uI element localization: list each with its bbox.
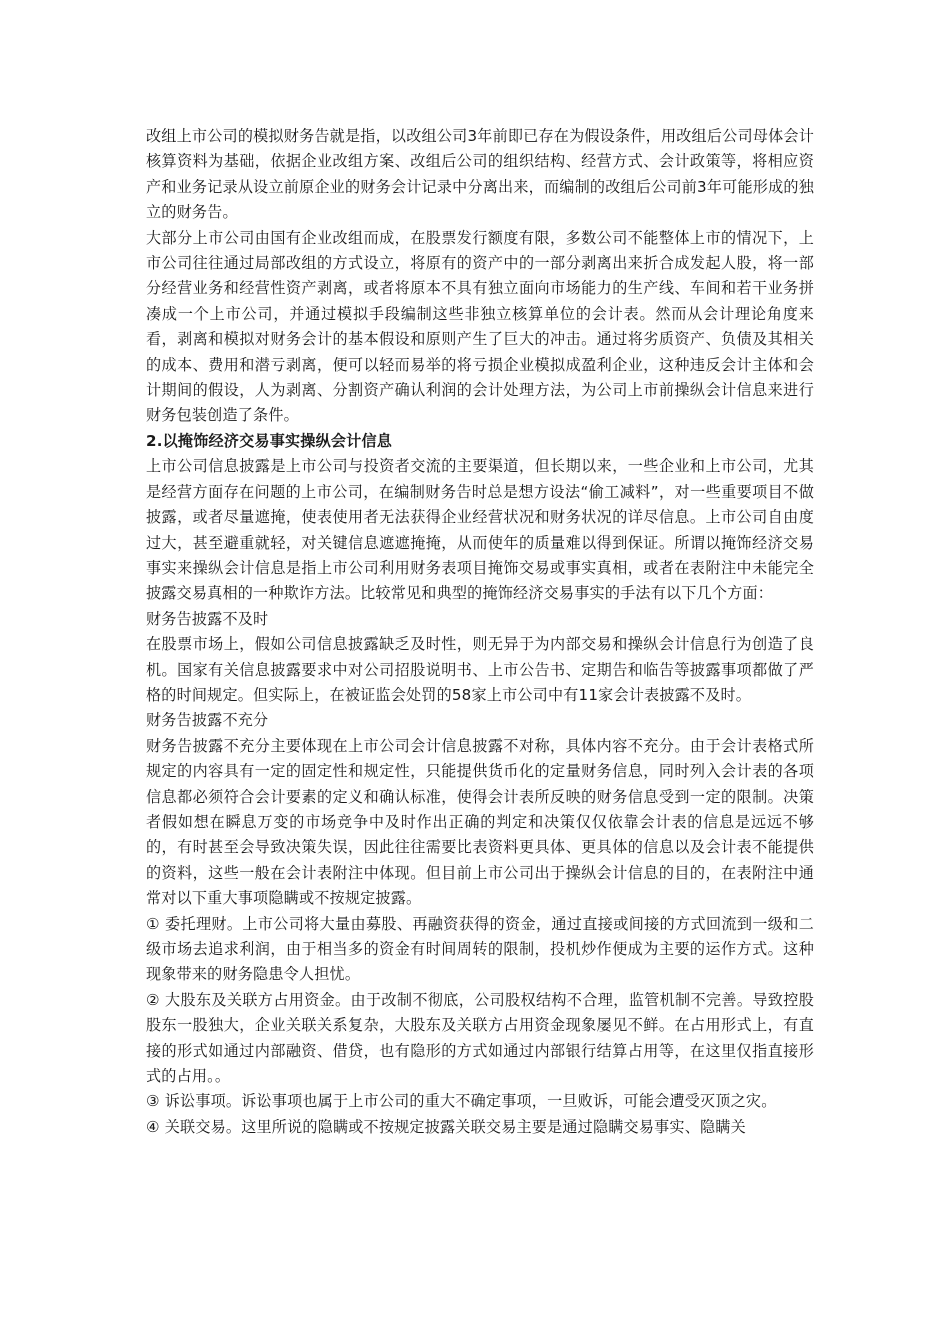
document-body — [146, 124, 814, 1140]
list-item-entrusted-finance: ① 委托理财。上市公司将大量由募股、再融资获得的资金，通过直接或间接的方式回流到一级和二级市场去追求利润，由于相当多的资金有时间周转的限制，投机炒作便成为主要的运作方式。这种现象带来的财务隐患令人担忧。 — [146, 914, 814, 984]
list-item-fund-occupation: ② 大股东及关联方占用资金。由于改制不彻底，公司股权结构不合理，监管机制不完善。导致控股股东一股独大，企业关联关系复杂，大股东及关联方占用资金现象屡见不鲜。在占用形式上，有直接的形式如通过内部融资、借贷，也有隐形的方式如通过内部银行结算占用等，在这里仅指直接形式的占用。。 — [146, 990, 814, 1086]
subheading-insufficient-disclosure: 财务告披露不充分 — [146, 711, 269, 730]
paragraph-simulated-financial-report: 改组上市公司的模拟财务告就是指，以改组公司3年前即已存在为假设条件，用改组后公司母体会计核算资料为基础，依据企业改组方案、改组后公司的组织结构、经营方式、会计政策等，将相应资产和业务记录从设立前原企业的财务会计记录中分离出来，而编制的改组后公司前3年可能形成的独立的财务告。 — [146, 127, 814, 222]
subheading-untimely-disclosure: 财务告披露不及时 — [146, 609, 269, 628]
paragraph-information-disclosure: 上市公司信息披露是上市公司与投资者交流的主要渠道，但长期以来，一些企业和上市公司，尤其是经营方面存在问题的上市公司，在编制财务告时总是想方设法“偷工减料”，对一些重要项目不做披露，或者尽量遮掩，使表使用者无法获得企业经营状况和财务状况的详尽信息。上市公司自由度过大，甚至避重就轻，对关键信息遮遮掩掩，从而使年的质量难以得到保证。所谓以掩饰经济交易事实来操纵会计信息是指上市公司利用财务表项目掩饰交易或事实真相，或者在表附注中未能完全披露交易真相的一种欺诈方法。比较常见和典型的掩饰经济交易事实的手法有以下几个方面： — [146, 457, 814, 603]
list-item-litigation: ③ 诉讼事项。诉讼事项也属于上市公司的重大不确定事项，一旦败诉，可能会遭受灭顶之灾。 — [146, 1092, 777, 1111]
paragraph-restructuring-listing: 大部分上市公司由国有企业改组而成，在股票发行额度有限，多数公司不能整体上市的情况下，上市公司往往通过局部改组的方式设立，将原有的资产中的一部分剥离出来折合成发起人股，将一部分经营业务和经营性资产剥离，或者将原本不具有独立面向市场能力的生产线、车间和若干业务拼凑成一个上市公司，并通过模拟手段编制这些非独立核算单位的会计表。然而从会计理论角度来看，剥离和模拟对财务会计的基本假设和原则产生了巨大的冲击。通过将劣质资产、负债及其相关的成本、费用和潜亏剥离，便可以轻而易举的将亏损企业模拟成盈利企业，这种违反会计主体和会计期间的假设，人为剥离、分割资产确认利润的会计处理方法，为公司上市前操纵会计信息来进行财务包装创造了条件。 — [146, 228, 814, 425]
paragraph-insufficient-disclosure: 财务告披露不充分主要体现在上市公司会计信息披露不对称，具体内容不充分。由于会计表格式所规定的内容具有一定的固定性和规定性，只能提供货币化的定量财务信息，同时列入会计表的各项信息都必须符合会计要素的定义和确认标准，使得会计表所反映的财务信息受到一定的限制。决策者假如想在瞬息万变的市场竞争中及时作出正确的判定和决策仅仅依靠会计表的信息是远远不够的，有时甚至会导致决策失误，因此往往需要比表资料更具体、更具体的信息以及会计表不能提供的资料，这些一般在会计表附注中体现。但目前上市公司出于操纵会计信息的目的，在表附注中通常对以下重大事项隐瞒或不按规定披露。 — [146, 736, 814, 908]
section-heading: 2.以掩饰经济交易事实操纵会计信息 — [146, 431, 393, 450]
paragraph-untimely-disclosure: 在股票市场上，假如公司信息披露缺乏及时性，则无异于为内部交易和操纵会计信息行为创造了良机。国家有关信息披露要求中对公司招股说明书、上市公告书、定期告和临告等披露事项都做了严格的时间规定。但实际上，在被证监会处罚的58家上市公司中有11家会计表披露不及时。 — [146, 635, 814, 704]
list-item-related-transactions: ④ 关联交易。这里所说的隐瞒或不按规定披露关联交易主要是通过隐瞒交易事实、隐瞒关 — [146, 1117, 746, 1136]
